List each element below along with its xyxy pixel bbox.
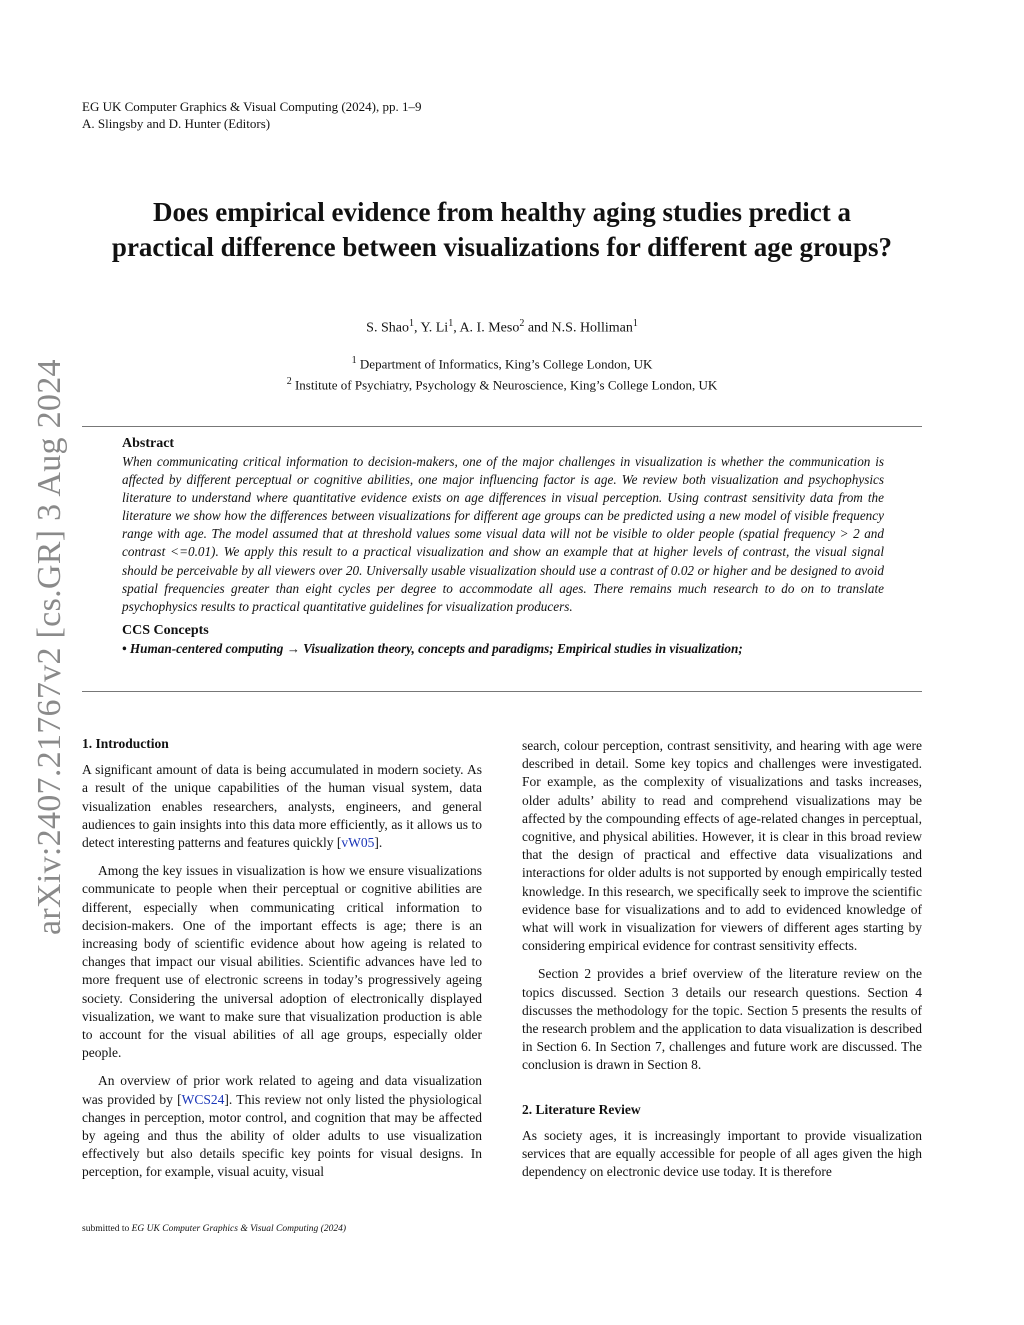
section-heading-literature-review: 2. Literature Review	[522, 1101, 641, 1117]
affil-mark: 2	[286, 376, 292, 388]
arxiv-stamp-text: arXiv:2407.21767v2 [cs.GR] 3 Aug 2024	[31, 359, 68, 935]
title-line-1: Does empirical evidence from healthy aging studies predict a	[153, 197, 851, 227]
running-header	[82, 98, 421, 132]
section-heading-introduction: 1. Introduction	[82, 736, 169, 751]
abstract-bottom-rule	[82, 691, 922, 692]
affil-text: Institute of Psychiatry, Psychology & Neuroscience, King’s College London, UK	[294, 377, 718, 393]
paragraph-text: ].	[374, 835, 383, 851]
paragraph-text: ]. This review not only listed the physiological changes in perception, motor control, and cognition that may be affected by ageing and thus the ability of older adults to use visualization effectively but also details specific key points for visual designs. In perception, for example, visual acuity, visual	[82, 1091, 483, 1180]
intro-paragraph-3-continued: search, colour perception, contrast sensitivity, and hearing with age were described in detail. Some key topics and challenges were investigated. For example, as the complexity of visualizations and tasks increases, older adults’ ability to read and comprehend visualizations may be affected by the compounding effects of age-related changes in perceptual, cognitive, and physical abilities. However, it is clear in this broad review that the design of practical and effective data visualizations and interactions for older adults is not supported by enough empirically tested knowledge. In this research, we specifically seek to improve the scientific evidence base for visualizations and to add to evidenced knowledge of what will work in visualization for viewers of different ages starting by considering empirical evidence for contrast sensitivity effects.	[522, 738, 922, 954]
abstract-block	[122, 435, 884, 658]
intro-paragraph-4: Section 2 provides a brief overview of the literature review on the topics discussed. Section 3 details our research questions. Section 4 discusses the methodology for the topic. Section 5 presents the results of the research problem and the application to data visualization is described in Section 6. In Section 7, challenges and future work are discussed. The conclusion is drawn in Section 8.	[522, 966, 922, 1073]
author-name: A. I. Meso	[459, 320, 520, 336]
author-name: N.S. Holliman	[551, 320, 633, 336]
affiliation-line	[82, 352, 922, 373]
author-list: S. Shao$^1$, Y. Li$^1$, A. I. Meso$^2$ and N.S. Holliman$^1$	[366, 318, 638, 336]
abstract-text: When communicating critical information to decision-makers, one of the major challenges in visualization is whether the communication is affected by different perceptual or cognitive abilities, one major influencing factor is age. We review both visualization and psychophysics literature to understand where quantitative evidence exists on age differences in visual perception. Using contrast sensitivity data from the literature we show how the differences between visualizations for different age groups can be predicted using a new model of visible frequency range with age. The model assumed that at threshold values some visual data will not be visible to older people (spatial frequency > 2 and contrast <=0.01). We apply this result to a practical visualization and show an example that at higher levels of contrast, the visual signal should be perceivable by all viewers over 20. Universally usable visualization should use a contrast of 0.02 or higher and be designed to avoid spatial frequencies greater than eight cycles per degree to accommodate all ages. There remains much research to do on to translate psychophysics results to practical quantitative guidelines for visualization producers.	[122, 454, 884, 614]
author-name: S. Shao	[366, 320, 409, 336]
header-editors: A. Slingsby and D. Hunter (Editors)	[82, 116, 271, 131]
ccs-heading: CCS Concepts	[122, 622, 209, 638]
footer-prefix: submitted to	[82, 1224, 132, 1234]
footer-venue: EG UK Computer Graphics & Visual Computing (2024)	[131, 1224, 346, 1234]
intro-paragraph-3	[82, 1072, 482, 1181]
paragraph-text: An overview of prior work related to ageing and data visualization was provided by [	[82, 1073, 482, 1107]
author-affil-mark: 1	[632, 318, 638, 329]
affiliations	[82, 352, 922, 395]
intro-paragraph-2: Among the key issues in visualization is how we ensure visualizations communicate to people when their perceptual or cognitive abilities are different, especially when communicating critical information to decision-makers. One of the important effects is age; there is an increasing body of scientific evidence about how ageing is related to changes that impact our visual abilities. Scientific advances have led to more frequent use of electronic screens in today’s progressively ageing society. Considering the universal adoption of electronically displayed visualization, we want to make sure that visualization production is able to account for the visual abilities of all age groups, especially older people.	[82, 863, 482, 1061]
author-affil-mark: 1	[408, 318, 414, 329]
citation-link-wcs24[interactable]: WCS24	[181, 1091, 225, 1107]
intro-paragraph-1	[82, 761, 482, 852]
paragraph-text: A significant amount of data is being accumulated in modern society. As a result of the unique capabilities of the human visual system, data visualization enables researchers, analysts, engineers, and general audiences to gain insights into this data more efficiently, as it allows us to detect interesting patterns and features quickly [	[82, 762, 482, 851]
left-column	[82, 735, 482, 1192]
right-column	[522, 737, 922, 1191]
author-affil-mark: 2	[519, 318, 525, 329]
abstract-top-rule	[82, 426, 922, 427]
ccs-concepts: • Human-centered computing → Visualization theory, concepts and paradigms; Empirical studies in visualization;	[122, 640, 743, 656]
header-venue: EG UK Computer Graphics & Visual Computing (2024), pp. 1–9	[82, 99, 422, 114]
author-name: Y. Li	[420, 320, 449, 336]
page-footer	[82, 1224, 346, 1234]
arxiv-identifier-stamp	[30, 355, 72, 935]
affiliation-line	[82, 373, 922, 394]
title-line-2: practical difference between visualizations for different age groups?	[111, 232, 893, 262]
affil-mark: 1	[351, 355, 357, 366]
author-affil-mark: 1	[448, 318, 454, 329]
literature-paragraph-1: As society ages, it is increasingly important to provide visualization services that are equally accessible for people of all ages given the high dependency on electronic device use today. It is therefore	[522, 1127, 922, 1180]
paper-title	[82, 195, 922, 265]
abstract-heading: Abstract	[122, 436, 175, 451]
affil-text: Department of Informatics, King’s College London, UK	[359, 356, 653, 372]
citation-link-vw05[interactable]: vW05	[341, 835, 375, 851]
